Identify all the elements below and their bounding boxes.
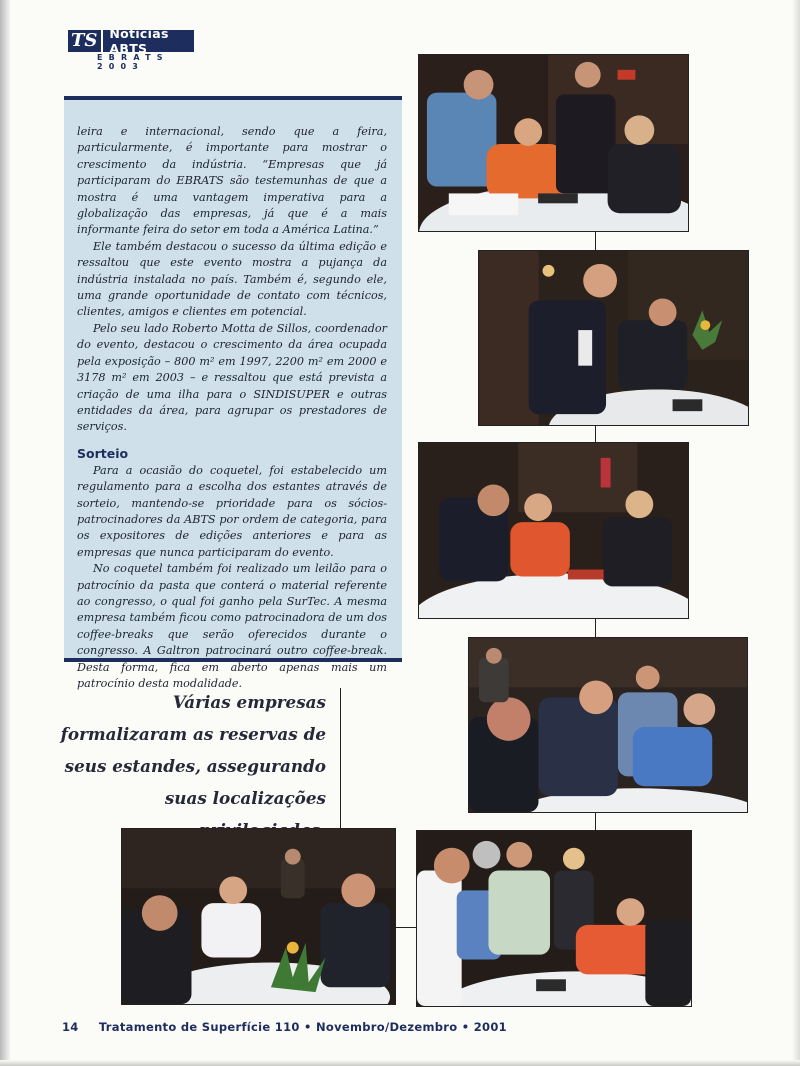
- page-footer: [62, 1020, 507, 1034]
- event-photo: [478, 250, 749, 426]
- article-paragraph: Para a ocasião do coquetel, foi estabelecido um regulamento para a escolha dos estantes através de sorteio, mantendo-se prioridade para os sócios-patrocinadores da ABTS por ordem de categoria, para os expositores de edições anteriores e para as empresas que nunca participaram do evento.: [77, 463, 387, 559]
- photo-image: [419, 443, 688, 618]
- pull-quote-rule: [340, 688, 341, 828]
- photo-connector-line: [595, 426, 596, 442]
- event-photo: [121, 828, 396, 1005]
- page-edge-shadow: [0, 0, 10, 1066]
- photo-image: [417, 831, 691, 1006]
- event-photo: [418, 442, 689, 619]
- section-heading: Sorteio: [77, 445, 129, 461]
- section-logo: [68, 26, 194, 56]
- page-number: 14: [62, 1020, 79, 1034]
- photo-image: [419, 55, 688, 231]
- article-text-box: [64, 96, 402, 690]
- page-right-shadow: [792, 0, 800, 1066]
- photo-connector-line: [595, 619, 596, 637]
- pull-quote: Várias empresas formalizaram as reservas de seus estandes, assegurando suas localizações: [60, 692, 326, 808]
- event-photo: [416, 830, 692, 1007]
- page-bottom-shadow: [0, 1060, 800, 1066]
- photo-image: [479, 251, 748, 425]
- article-paragraph: Ele também destacou o sucesso da última edição e ressaltou que este evento mostra a pujança da indústria instalada no país. Também é, segundo ele, uma grande oportunidade de contato com técnicos, clientes, amigos e clientes em potencial.: [77, 239, 387, 319]
- event-photo: [468, 637, 748, 813]
- photo-connector-line: [595, 813, 596, 830]
- logo-title: Notícias ABTS: [109, 26, 169, 56]
- logo-mark: TS: [68, 30, 103, 52]
- photo-connector-line: [595, 232, 596, 250]
- article-paragraph: Pelo seu lado Roberto Motta de Sillos, coordenador do evento, destacou o crescimento da área ocupada pela exposição – 800 m² em 1997, 2200 m² em 2000 e 3178 m² em 2003 – e ressaltou que está prevista a criação de uma ilha para o SINDISUPER e outras entidades da área, para agrupar os prestadores de serviços.: [77, 321, 387, 434]
- article-paragraph: No coquetel também foi realizado um leilão para o patrocínio da pasta que conterá o material referente ao congresso, o qual foi ganho pela SurTec. A mesma empresa também ficou como patrocinadora de um dos coffee-breaks que serão oferecidos durante o congresso. A Galtron patrocinará outro coffee-break. Desta forma, fica em aberto apenas mais um patrocínio desta modalidade.: [77, 562, 387, 690]
- event-photo: [418, 54, 689, 232]
- logo-subtitle: EBRATS 2003: [97, 53, 169, 71]
- article-paragraph: leira e internacional, sendo que a feira, particularmente, é importante para mostrar o crescimento da indústria. “Empresas que já participaram do EBRATS são testemunhas de que a mostra é uma vantagem imperativa para a globalização das empresas, já que é a mais informante feira do setor em toda a América Latina.”: [77, 125, 387, 237]
- photo-image: [469, 638, 747, 812]
- photo-image: [122, 829, 395, 1004]
- photo-connector-line: [396, 927, 416, 928]
- publication-info: Tratamento de Superfície 110 • Novembro/Dezembro • 2001: [98, 1020, 507, 1034]
- article-text: [77, 124, 387, 692]
